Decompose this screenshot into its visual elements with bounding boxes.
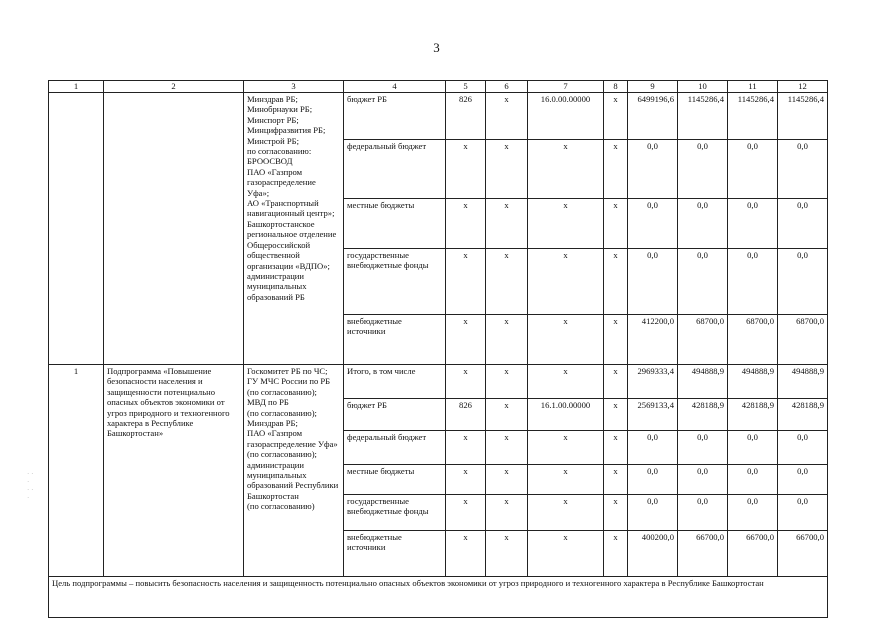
value-cell: 494888,9 [778, 365, 828, 399]
value-cell: х [446, 495, 486, 531]
value-cell: 2569133,4 [628, 399, 678, 431]
value-cell: х [486, 93, 528, 140]
value-cell: х [528, 531, 604, 577]
value-cell: х [528, 249, 604, 315]
value-cell: х [446, 365, 486, 399]
value-cell: 1145286,4 [728, 93, 778, 140]
value-cell: х [604, 140, 628, 199]
source-cell: бюджет РБ [344, 399, 446, 431]
margin-mark: · · · · · · [27, 470, 34, 502]
source-cell: бюджет РБ [344, 93, 446, 140]
value-cell: 0,0 [728, 249, 778, 315]
header-cell: 4 [344, 81, 446, 93]
value-cell: 826 [446, 93, 486, 140]
value-cell: х [446, 531, 486, 577]
value-cell: 66700,0 [728, 531, 778, 577]
value-cell: 0,0 [728, 495, 778, 531]
value-cell: х [528, 365, 604, 399]
header-cell: 8 [604, 81, 628, 93]
source-cell: Итого, в том числе [344, 365, 446, 399]
value-cell: 16.1.00.00000 [528, 399, 604, 431]
table-row [49, 365, 828, 399]
value-cell: х [604, 465, 628, 495]
value-cell: 0,0 [778, 465, 828, 495]
header-cell: 3 [244, 81, 344, 93]
subprogram-goal: Цель подпрограммы – повысить безопасность населения и защищенность потенциально опасных объектов экономики от угроз природного и техногенного характера в Республике Башкортостан [49, 577, 828, 618]
value-cell: 0,0 [778, 249, 828, 315]
header-cell: 11 [728, 81, 778, 93]
value-cell: х [528, 315, 604, 365]
header-cell: 12 [778, 81, 828, 93]
footer-row [49, 577, 828, 618]
value-cell: 2969333,4 [628, 365, 678, 399]
value-cell: х [486, 199, 528, 249]
value-cell: 412200,0 [628, 315, 678, 365]
value-cell: х [486, 249, 528, 315]
value-cell: 0,0 [778, 199, 828, 249]
source-cell: местные бюджеты [344, 465, 446, 495]
value-cell: х [446, 431, 486, 465]
header-cell: 1 [49, 81, 104, 93]
source-cell: государственные внебюджетные фонды [344, 249, 446, 315]
value-cell: х [604, 431, 628, 465]
value-cell: х [446, 249, 486, 315]
value-cell: х [604, 93, 628, 140]
executors-cell: Госкомитет РБ по ЧС; ГУ МЧС России по РБ (по согласованию); МВД по РБ (по согласованию); Минздрав РБ; ПАО «Газпром газораспределение Уфа» (по согласованию); администрации муниципальных образований Республики Башкортостан (по согласованию) [244, 365, 344, 577]
header-cell: 2 [104, 81, 244, 93]
value-cell: 66700,0 [678, 531, 728, 577]
value-cell: 16.0.00.00000 [528, 93, 604, 140]
value-cell: 0,0 [678, 495, 728, 531]
value-cell: 0,0 [628, 495, 678, 531]
value-cell: х [486, 365, 528, 399]
value-cell: 68700,0 [728, 315, 778, 365]
subprogram-name-cell: Подпрограмма «Повышение безопасности населения и защищенности потенциально опасных объектов экономики от угроз природного и техногенного характера в Республике Башкортостан» [104, 365, 244, 577]
value-cell: 1145286,4 [678, 93, 728, 140]
value-cell: х [604, 399, 628, 431]
header-cell: 5 [446, 81, 486, 93]
value-cell: 0,0 [778, 495, 828, 531]
value-cell: х [604, 531, 628, 577]
value-cell: 428188,9 [728, 399, 778, 431]
source-cell: федеральный бюджет [344, 140, 446, 199]
value-cell: 826 [446, 399, 486, 431]
value-cell: 0,0 [628, 140, 678, 199]
header-cell: 7 [528, 81, 604, 93]
value-cell: 0,0 [778, 431, 828, 465]
header-cell: 9 [628, 81, 678, 93]
value-cell: х [528, 431, 604, 465]
executors-cell: Минздрав РБ; Минобрнауки РБ; Минспорт РБ; Минцифразвития РБ; Минстрой РБ; по согласованию: БРООСВОД ПАО «Газпром газораспределение Уфа»; АО «Транспортный навигационный центр»; Башкортостанское региональное отделение Общероссийской общественной организации «ВДПО»; администрации муниципальных образований РБ [244, 93, 344, 365]
value-cell: х [604, 365, 628, 399]
header-cell: 6 [486, 81, 528, 93]
value-cell: 428188,9 [778, 399, 828, 431]
value-cell: х [528, 465, 604, 495]
value-cell: 0,0 [678, 199, 728, 249]
value-cell: 1145286,4 [778, 93, 828, 140]
value-cell: 0,0 [728, 199, 778, 249]
source-cell: федеральный бюджет [344, 431, 446, 465]
value-cell: х [486, 431, 528, 465]
source-cell: внебюджетные источники [344, 531, 446, 577]
table-header-row [49, 81, 828, 93]
value-cell: х [604, 249, 628, 315]
value-cell: х [446, 465, 486, 495]
value-cell: х [486, 140, 528, 199]
table-row [49, 93, 828, 140]
row-number-cell [49, 93, 104, 365]
value-cell: х [486, 495, 528, 531]
value-cell: х [486, 399, 528, 431]
value-cell: 68700,0 [778, 315, 828, 365]
value-cell: х [604, 315, 628, 365]
program-table [48, 80, 828, 618]
value-cell: 0,0 [728, 140, 778, 199]
value-cell: 494888,9 [678, 365, 728, 399]
value-cell: 428188,9 [678, 399, 728, 431]
header-cell: 10 [678, 81, 728, 93]
value-cell: х [604, 495, 628, 531]
value-cell: х [446, 140, 486, 199]
source-cell: внебюджетные источники [344, 315, 446, 365]
name-cell [104, 93, 244, 365]
value-cell: х [528, 495, 604, 531]
value-cell: х [446, 199, 486, 249]
value-cell: 0,0 [778, 140, 828, 199]
value-cell: 0,0 [628, 199, 678, 249]
value-cell: 0,0 [628, 465, 678, 495]
value-cell: 400200,0 [628, 531, 678, 577]
value-cell: 68700,0 [678, 315, 728, 365]
value-cell: 0,0 [628, 249, 678, 315]
value-cell: 0,0 [728, 431, 778, 465]
value-cell: 0,0 [678, 140, 728, 199]
page-number: 3 [433, 40, 440, 55]
value-cell: 0,0 [628, 431, 678, 465]
value-cell: 66700,0 [778, 531, 828, 577]
source-cell: государственные внебюджетные фонды [344, 495, 446, 531]
value-cell: 0,0 [678, 465, 728, 495]
value-cell: 0,0 [678, 249, 728, 315]
row-number-cell: 1 [49, 365, 104, 577]
value-cell: 6499196,6 [628, 93, 678, 140]
value-cell: 0,0 [728, 465, 778, 495]
value-cell: 494888,9 [728, 365, 778, 399]
value-cell: х [528, 199, 604, 249]
value-cell: х [486, 465, 528, 495]
value-cell: 0,0 [678, 431, 728, 465]
value-cell: х [528, 140, 604, 199]
value-cell: х [486, 531, 528, 577]
value-cell: х [486, 315, 528, 365]
value-cell: х [446, 315, 486, 365]
value-cell: х [604, 199, 628, 249]
source-cell: местные бюджеты [344, 199, 446, 249]
